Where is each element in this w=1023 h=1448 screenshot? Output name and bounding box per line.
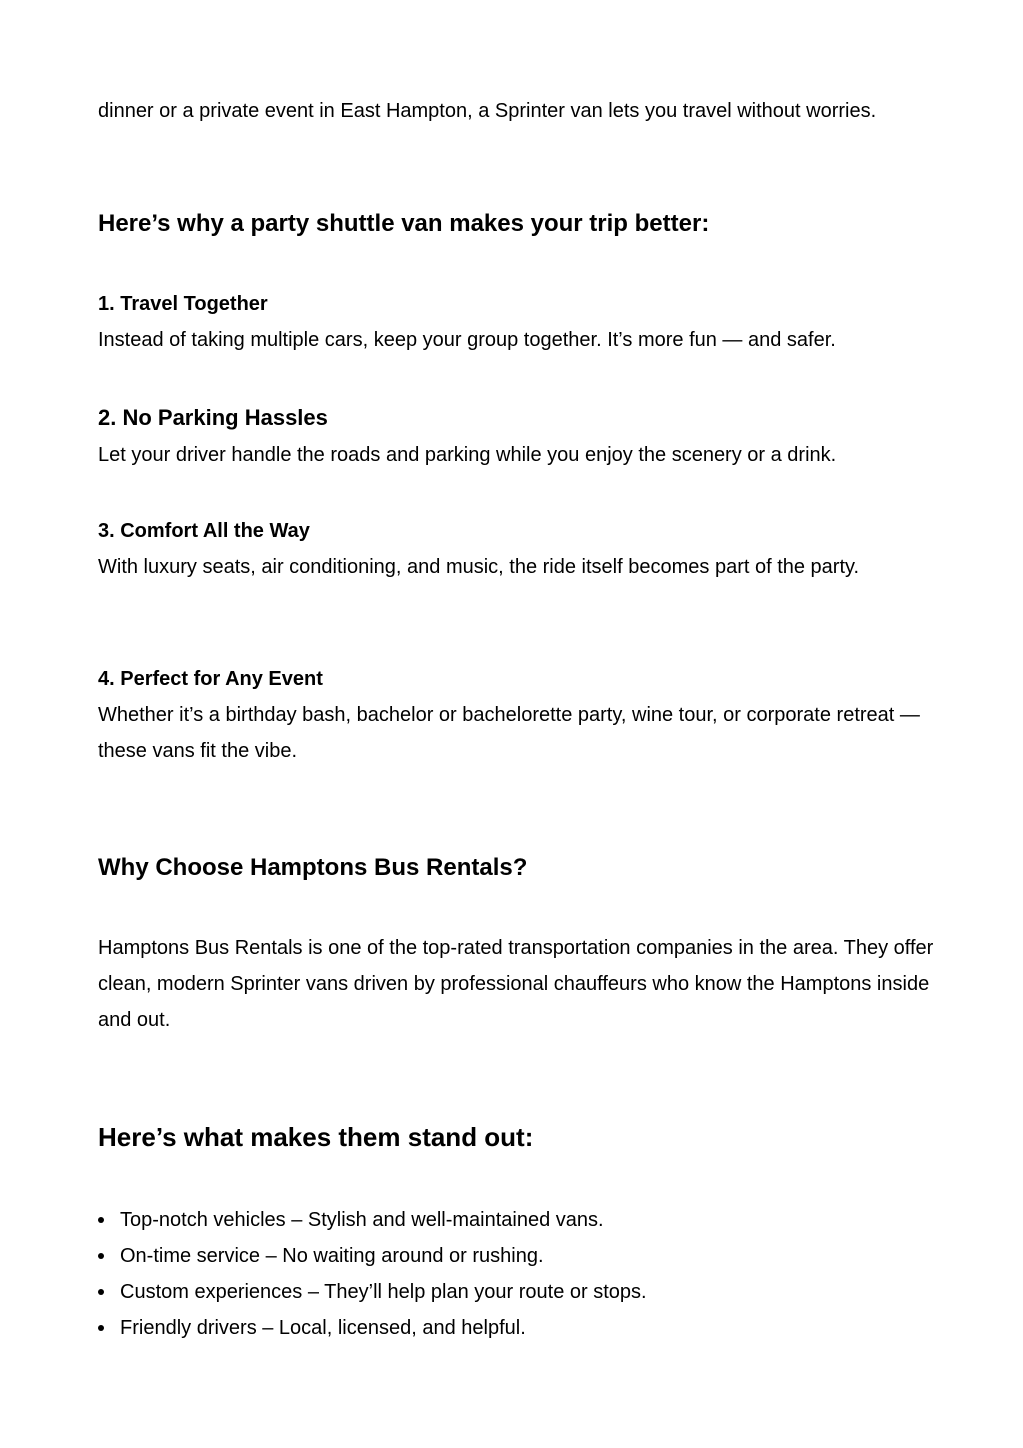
list-item-text: Top-notch vehicles – Stylish and well-maintained vans.	[120, 1209, 604, 1231]
bullet-icon	[98, 1289, 104, 1295]
list-item	[60, 1202, 647, 1238]
item-3-body: With luxury seats, air conditioning, and music, the ride itself becomes part of the party.	[98, 556, 860, 578]
item-2-body: Let your driver handle the roads and parking while you enjoy the scenery or a drink.	[98, 444, 837, 466]
list-item-text: Custom experiences – They’ll help plan your route or stops.	[120, 1281, 647, 1303]
list-item-text: On-time service – No waiting around or rushing.	[120, 1245, 544, 1267]
bullet-icon	[98, 1217, 104, 1223]
list-item-text: Friendly drivers – Local, licensed, and helpful.	[120, 1317, 526, 1339]
bullet-icon	[98, 1325, 104, 1331]
standout-heading: Here’s what makes them stand out:	[98, 1122, 534, 1152]
intro-paragraph: dinner or a private event in East Hampton, a Sprinter van lets you travel without worries.	[98, 100, 877, 122]
item-2-title: 2. No Parking Hassles	[98, 405, 328, 430]
item-4-body: Whether it’s a birthday bash, bachelor or bachelorette party, wine tour, or corporate retreat — these vans fit the vibe.	[98, 704, 920, 762]
list-item	[60, 1238, 647, 1274]
item-3-title: 3. Comfort All the Way	[98, 520, 310, 542]
item-1-title: 1. Travel Together	[98, 293, 268, 315]
bullet-icon	[98, 1253, 104, 1259]
item-4-title: 4. Perfect for Any Event	[98, 668, 323, 690]
list-item	[60, 1274, 647, 1310]
standout-list	[60, 1202, 647, 1346]
choose-paragraph: Hamptons Bus Rentals is one of the top-rated transportation companies in the area. They offer clean, modern Sprinter vans driven by professional chauffeurs who know the Hamptons inside and out.	[98, 937, 934, 1031]
item-1-body: Instead of taking multiple cars, keep your group together. It’s more fun — and safer.	[98, 329, 836, 351]
why-heading: Here’s why a party shuttle van makes your trip better:	[98, 210, 710, 237]
list-item	[60, 1310, 647, 1346]
choose-heading: Why Choose Hamptons Bus Rentals?	[98, 854, 528, 881]
